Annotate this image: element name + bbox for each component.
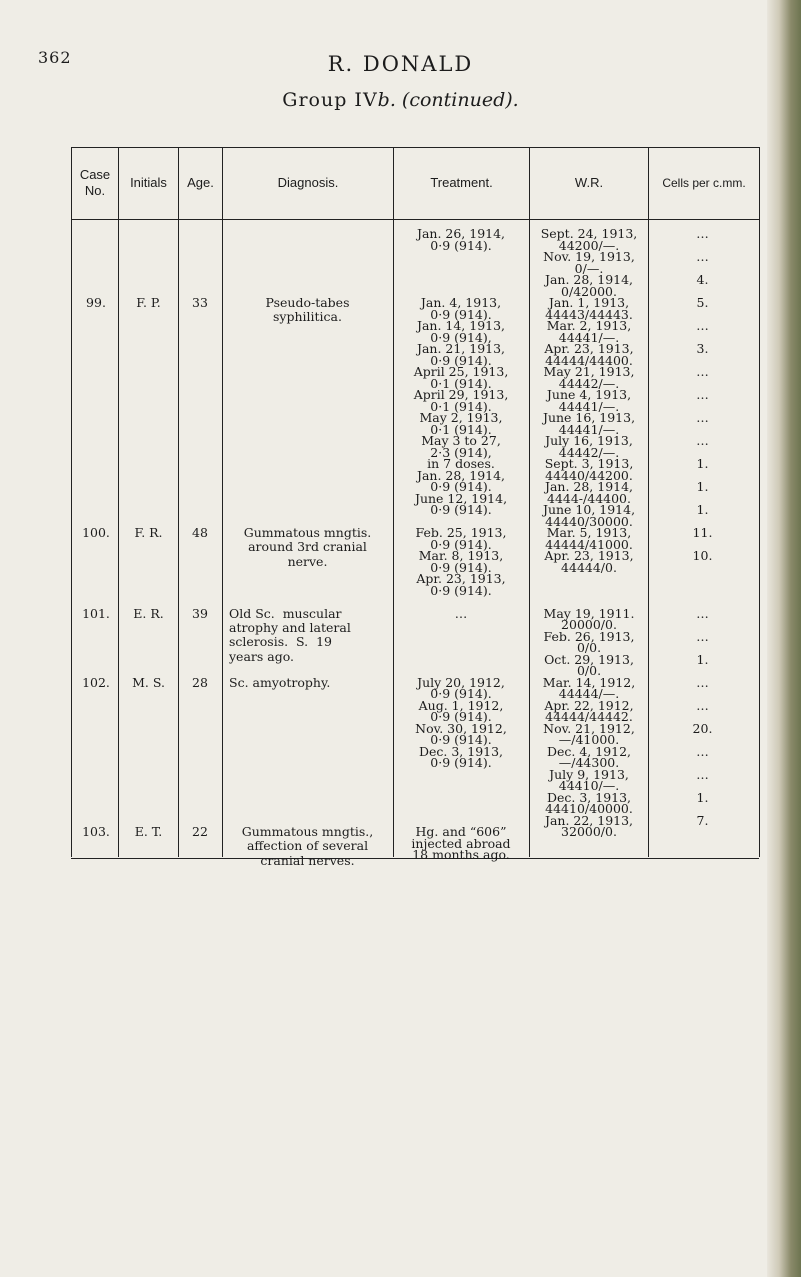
treatment-line: 0·9 (914).: [430, 536, 492, 552]
treatment-line: Dec. 3, 1913,: [418, 743, 504, 759]
table-border-left: [71, 147, 72, 857]
diagnosis-line: around 3rd cranial: [248, 539, 367, 555]
patient-age: 48: [192, 525, 208, 540]
column-rule: [648, 147, 649, 857]
wr-result-line: Sept. 3, 1913,: [544, 456, 634, 471]
header-treatment: Treatment.: [430, 175, 493, 190]
cells-count: …: [696, 364, 709, 379]
wr-result-line: 44410/—.: [558, 778, 620, 793]
header-rule: [71, 219, 759, 220]
treatment-line: 0·9 (914).: [430, 709, 492, 724]
cells-count: …: [696, 387, 709, 402]
header-initials: Initials: [130, 175, 167, 190]
diagnosis-line: nerve.: [287, 553, 328, 569]
diagnosis-line: Old Sc. muscular: [229, 605, 342, 621]
treatment-line: …: [454, 605, 468, 621]
treatment-line: in 7 doses.: [427, 456, 495, 471]
cells-count: …: [696, 410, 709, 425]
treatment-line: 0·9 (914).: [430, 559, 492, 575]
wr-result-line: Jan. 1, 1913,: [548, 295, 630, 310]
wr-result-line: 0/42000.: [561, 283, 617, 299]
patient-age: 28: [192, 674, 208, 690]
treatment-line: April 29, 1913,: [413, 387, 509, 402]
table-title-main: Group IV: [282, 89, 378, 111]
patient-initials: E. T.: [134, 824, 163, 839]
wr-result-line: 32000/0.: [561, 824, 617, 839]
cells-count: 7.: [696, 812, 709, 828]
wr-result-line: May 19, 1911.: [543, 605, 635, 621]
cells-count: …: [696, 697, 709, 713]
treatment-line: Jan. 26, 1914,: [416, 226, 506, 241]
wr-result-line: Oct. 29, 1913,: [544, 651, 634, 667]
treatment-line: 0·9 (914).: [430, 732, 492, 747]
treatment-line: Jan. 4, 1913,: [420, 295, 502, 310]
wr-result-line: 44441/—.: [558, 421, 620, 437]
treatment-line: Apr. 23, 1913,: [416, 571, 506, 586]
wr-result-line: June 16, 1913,: [542, 410, 636, 425]
wr-result-line: 44444/0.: [561, 559, 617, 575]
treatment-line: Hg. and “606”: [415, 824, 507, 839]
wr-result-line: 0/0.: [576, 663, 602, 678]
diagnosis-line: Pseudo-tabes: [265, 295, 350, 310]
wr-result-line: 44442/—.: [558, 375, 620, 391]
wr-result-line: Mar. 2, 1913,: [546, 318, 632, 333]
treatment-line: 0·9 (914).: [430, 686, 492, 701]
patient-initials: M. S.: [132, 674, 165, 690]
diagnosis-line: syphilitica.: [273, 309, 342, 325]
cells-count: 1.: [696, 651, 709, 667]
wr-result-line: 44441/—.: [558, 398, 620, 414]
wr-result-line: 44444/44442.: [545, 709, 633, 724]
patient-initials: F. P.: [136, 295, 161, 310]
treatment-line: injected abroad: [411, 835, 511, 851]
cells-count: 1.: [696, 479, 709, 494]
diagnosis-line: affection of several: [246, 838, 369, 854]
wr-result-line: July 9, 1913,: [549, 766, 629, 782]
wr-result-line: 44440/30000.: [545, 513, 633, 529]
wr-result-line: 44440/44200.: [545, 467, 633, 483]
case-number: 101.: [82, 605, 110, 621]
treatment-line: April 25, 1913,: [413, 364, 509, 379]
diagnosis-line: Gummatous mngtis.: [243, 525, 372, 540]
diagnosis-line: atrophy and lateral: [229, 619, 351, 635]
treatment-line: Jan. 21, 1913,: [416, 341, 506, 356]
wr-result-line: Jan. 28, 1914,: [544, 479, 634, 494]
wr-result-line: Apr. 23, 1913,: [544, 341, 634, 356]
treatment-line: 0·9 (914).: [430, 237, 492, 253]
header-wr: W.R.: [574, 175, 604, 190]
treatment-line: Jan. 14, 1913,: [416, 318, 506, 333]
diagnosis-line: cranial nerves.: [260, 852, 355, 868]
cells-count: 1.: [696, 456, 709, 471]
treatment-line: 18 months ago.: [412, 847, 510, 862]
cells-count: 10.: [692, 548, 713, 563]
patient-initials: F. R.: [134, 525, 163, 540]
treatment-line: 0·9 (914).: [430, 352, 492, 368]
treatment-line: 0·9 (914).: [430, 306, 492, 322]
cells-count: …: [696, 433, 709, 448]
cells-count: …: [696, 318, 709, 333]
cells-count: 4.: [696, 272, 709, 287]
wr-result-line: May 21, 1913,: [543, 364, 635, 379]
wr-result-line: 44443/44443.: [545, 306, 633, 322]
wr-result-line: 20000/0.: [561, 617, 617, 632]
header-diagnosis: Diagnosis.: [277, 175, 339, 190]
wr-result-line: Dec. 4, 1912,: [546, 743, 632, 759]
treatment-line: 2·3 (914),: [430, 444, 492, 460]
cells-count: 11.: [692, 525, 713, 540]
cells-count: …: [696, 605, 709, 621]
case-number: 99.: [86, 295, 106, 310]
patient-age: 39: [192, 605, 208, 621]
wr-result-line: Mar. 5, 1913,: [546, 525, 632, 540]
treatment-line: 0·1 (914).: [430, 375, 492, 391]
treatment-line: Aug. 1, 1912,: [418, 697, 504, 713]
wr-result-line: Dec. 3, 1913,: [546, 789, 632, 805]
wr-result-line: June 10, 1914,: [542, 502, 636, 517]
wr-result-line: Sept. 24, 1913,: [540, 226, 638, 241]
wr-result-line: Nov. 19, 1913,: [543, 249, 635, 264]
diagnosis-line: Sc. amyotrophy.: [229, 674, 331, 690]
treatment-line: 0·9 (914).: [430, 502, 492, 517]
table-border-right: [759, 147, 760, 857]
treatment-line: Nov. 30, 1912,: [415, 720, 507, 736]
column-rule: [178, 147, 179, 857]
case-number: 100.: [82, 525, 110, 540]
cells-count: …: [696, 743, 709, 759]
treatment-line: Mar. 8, 1913,: [418, 548, 504, 563]
wr-result-line: 44444/41000.: [545, 536, 633, 552]
treatment-line: May 2, 1913,: [419, 410, 503, 425]
wr-result-line: Apr. 23, 1913,: [544, 548, 634, 563]
cells-count: 5.: [696, 295, 709, 310]
treatment-line: 0·9 (914).: [430, 755, 492, 770]
case-number: 102.: [82, 674, 110, 690]
diagnosis-line: sclerosis. S. 19: [229, 634, 333, 650]
wr-result-line: June 4, 1913,: [546, 387, 632, 402]
column-rule: [393, 147, 394, 857]
cells-count: 3.: [696, 341, 709, 356]
wr-result-line: 0/0.: [576, 640, 602, 655]
column-rule: [118, 147, 119, 857]
cells-count: …: [696, 674, 709, 690]
patient-initials: E. R.: [133, 605, 164, 621]
wr-result-line: Feb. 26, 1913,: [543, 628, 635, 644]
wr-result-line: Mar. 14, 1912,: [542, 674, 636, 690]
page-edge-binding: [767, 0, 801, 1277]
wr-result-line: July 16, 1913,: [545, 433, 633, 448]
treatment-line: 0·1 (914).: [430, 421, 492, 437]
cells-count: 1.: [696, 502, 709, 517]
header-cells-per-cmm: Cells per c.mm.: [662, 176, 746, 190]
wr-result-line: —/41000.: [558, 732, 620, 747]
wr-result-line: 44441/—.: [558, 329, 620, 345]
wr-result-line: 0/—.: [574, 260, 604, 276]
wr-result-line: Apr. 22, 1912,: [544, 697, 634, 713]
cells-count: …: [696, 628, 709, 644]
treatment-line: 0·1 (914).: [430, 398, 492, 414]
treatment-line: May 3 to 27,: [421, 433, 501, 448]
diagnosis-line: years ago.: [229, 648, 295, 664]
wr-result-line: 44444/—.: [558, 686, 620, 701]
wr-result-line: Jan. 28, 1914,: [544, 272, 634, 287]
treatment-line: Feb. 25, 1913,: [415, 525, 507, 540]
table-title: [0, 89, 801, 111]
cells-count: …: [696, 226, 709, 241]
patient-age: 22: [192, 824, 208, 839]
treatment-line: July 20, 1912,: [417, 674, 505, 690]
patient-age: 33: [192, 295, 208, 310]
wr-result-line: 44410/40000.: [545, 801, 633, 816]
case-number: 103.: [82, 824, 110, 839]
column-rule: [529, 147, 530, 857]
running-head: R. DONALD: [327, 52, 474, 76]
treatment-line: 0·9 (914).: [430, 479, 492, 494]
wr-result-line: Nov. 21, 1912,: [543, 720, 635, 736]
wr-result-line: 44200/—.: [558, 237, 620, 253]
column-rule: [222, 147, 223, 857]
wr-result-line: —/44300.: [558, 755, 620, 770]
wr-result-line: Jan. 22, 1913,: [544, 812, 634, 828]
treatment-line: 0·9 (914).: [430, 582, 492, 598]
cells-count: 1.: [696, 789, 709, 805]
treatment-line: Jan. 28, 1914,: [416, 467, 506, 483]
wr-result-line: 44442/—.: [558, 444, 620, 460]
header-case-no: Case No.: [79, 167, 111, 198]
wr-result-line: 4444-/44400.: [547, 490, 631, 506]
diagnosis-line: Gummatous mngtis.,: [241, 824, 374, 839]
treatment-line: 0·9 (914),: [430, 329, 492, 345]
treatment-line: June 12, 1914,: [414, 490, 508, 506]
table-title-italic: b. (continued).: [377, 89, 519, 111]
wr-result-line: 44444/44400.: [545, 352, 633, 368]
cells-count: …: [696, 249, 709, 264]
header-age: Age.: [187, 175, 214, 190]
cells-count: 20.: [692, 720, 713, 736]
page-number: 362: [38, 48, 72, 67]
cells-count: …: [696, 766, 709, 782]
